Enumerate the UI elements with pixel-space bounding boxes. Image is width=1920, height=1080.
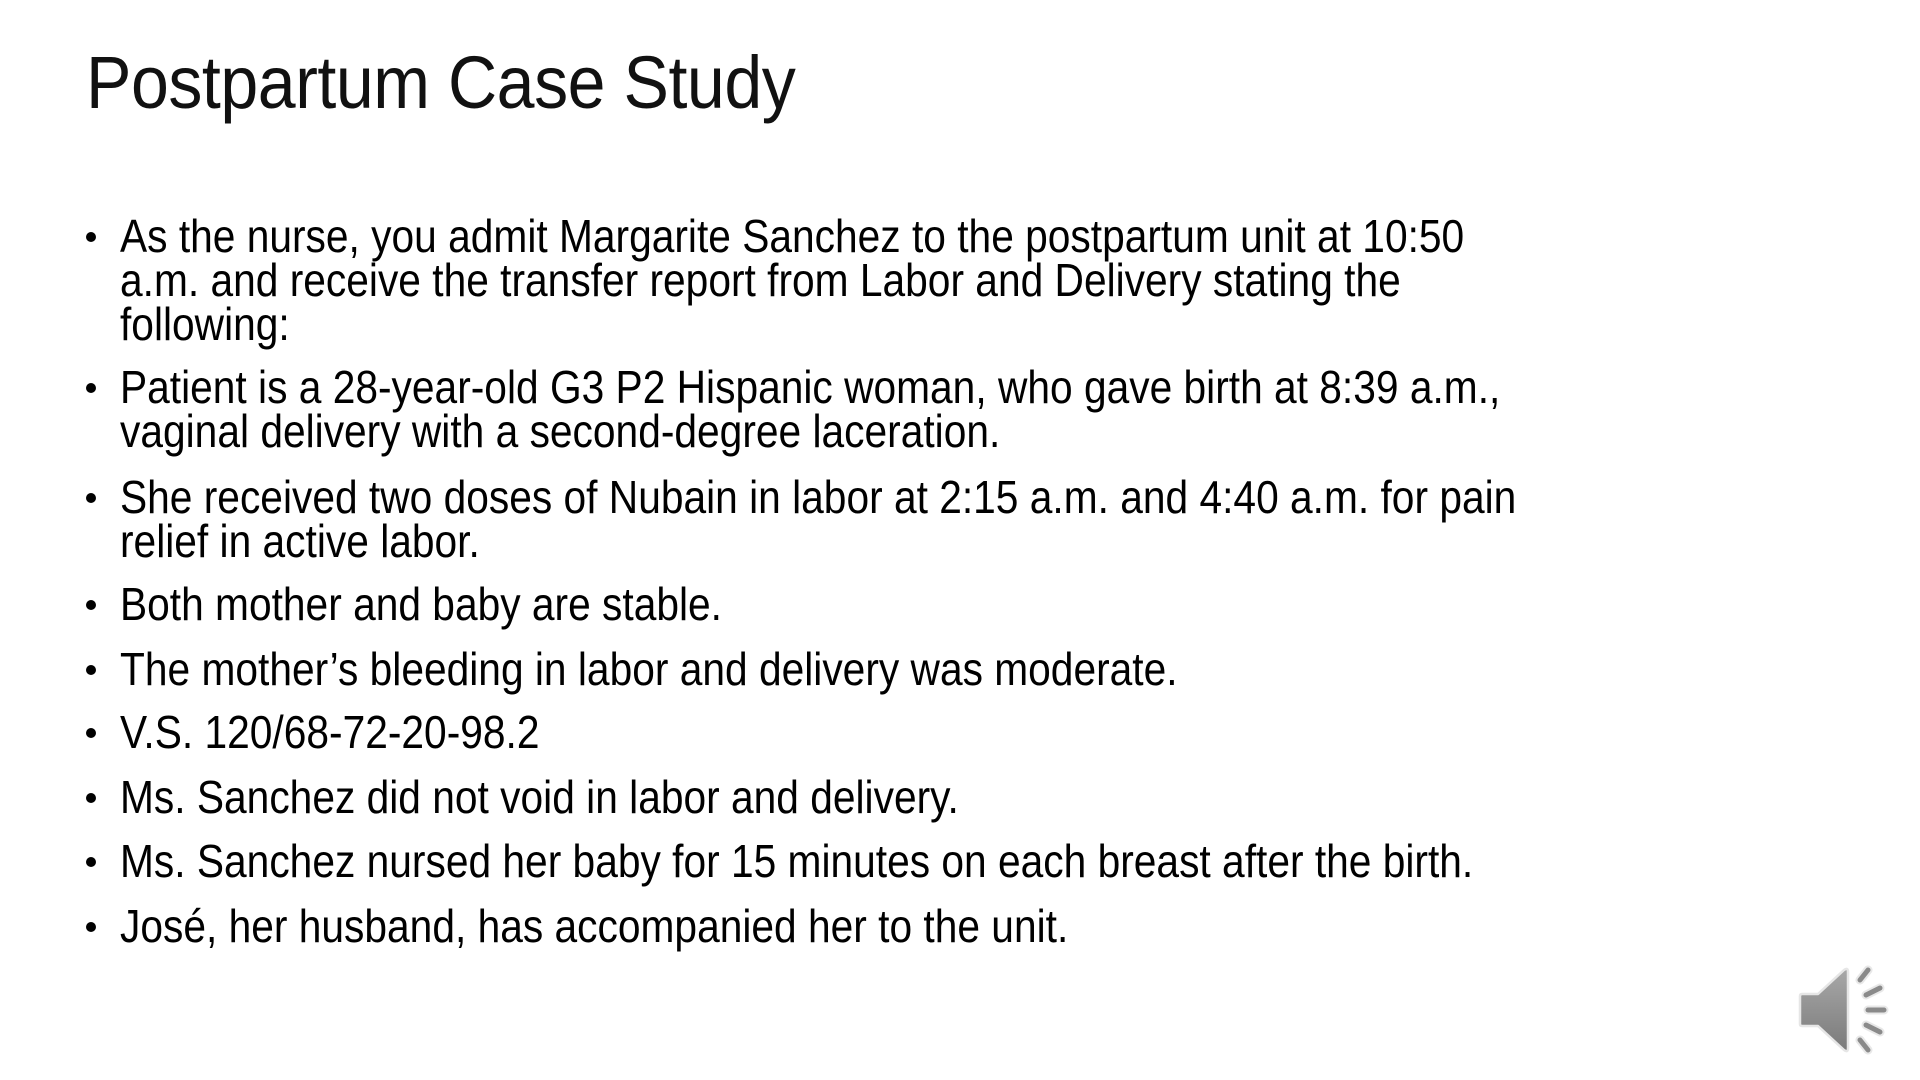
bullet-dot-icon [86, 493, 96, 503]
bullet-text-line: Ms. Sanchez nursed her baby for 15 minutes on each breast after the birth. [120, 835, 1474, 887]
bullet-dot-icon [86, 383, 96, 393]
bullet-dot-icon [86, 857, 96, 867]
bullet-text-line: She received two doses of Nubain in labor at 2:15 a.m. and 4:40 a.m. for pain [120, 471, 1517, 523]
bullet-text-line: a.m. and receive the transfer report from Labor and Delivery stating the [120, 254, 1401, 306]
bullet-text-line: following: [120, 298, 290, 350]
bullet-dot-icon [86, 922, 96, 932]
bullet-text-line: relief in active labor. [120, 515, 480, 567]
bullet-dot-icon [86, 793, 96, 803]
bullet-text-line: V.S. 120/68-72-20-98.2 [120, 706, 540, 758]
bullet-text-line: José, her husband, has accompanied her to the unit. [120, 900, 1069, 952]
bullet-text-line: The mother’s bleeding in labor and delivery was moderate. [120, 643, 1178, 695]
slide-title: Postpartum Case Study [86, 41, 796, 124]
bullet-text-line: Patient is a 28-year-old G3 P2 Hispanic woman, who gave birth at 8:39 a.m., [120, 361, 1501, 413]
audio-speaker-button[interactable] [1798, 964, 1898, 1056]
bullet-text-line: Ms. Sanchez did not void in labor and delivery. [120, 771, 959, 823]
bullet-text-line: As the nurse, you admit Margarite Sanchez to the postpartum unit at 10:50 [120, 210, 1465, 262]
bullet-text-line: vaginal delivery with a second-degree laceration. [120, 405, 1001, 457]
bullet-dot-icon [86, 600, 96, 610]
bullet-dot-icon [86, 665, 96, 675]
bullet-dot-icon [86, 232, 96, 242]
bullet-dot-icon [86, 728, 96, 738]
speaker-audio-icon [1798, 964, 1898, 1056]
bullet-text-line: Both mother and baby are stable. [120, 578, 722, 630]
